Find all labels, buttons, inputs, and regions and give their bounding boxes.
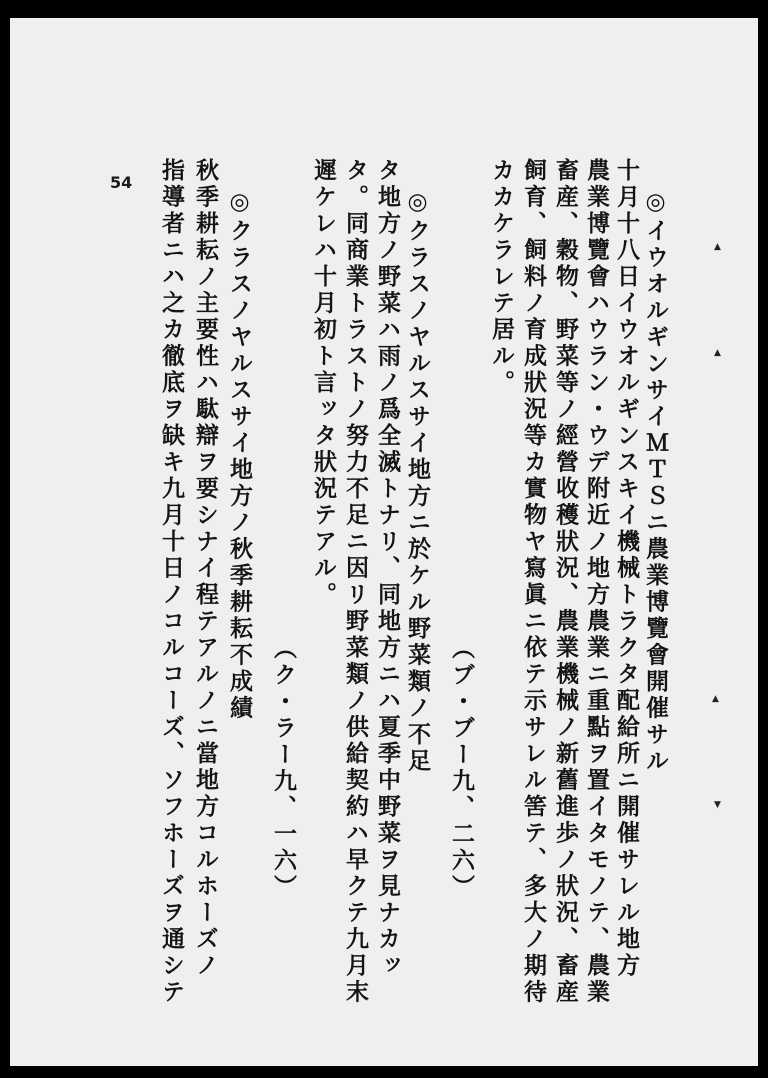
- article-1-line-3: 畜産、穀物、野菜等ノ經營收穫狀況、農業機械ノ新舊進歩ノ狀況、畜産: [552, 158, 579, 1006]
- document-page: [10, 18, 758, 1066]
- article-2-source: （ク・ラー九、一六）: [270, 636, 297, 901]
- article-1-source: （ブ・ブー九、二六）: [448, 636, 475, 901]
- article-3-line-1: 秋季耕耘ノ主要性ハ駄辯ヲ要シナイ程テアルノニ當地方コルホーズノ: [192, 158, 219, 980]
- article-1-line-2: 農業博覽會ハウラン・ウデ附近ノ地方農業ニ重點ヲ置イタモノテ、農業: [583, 158, 610, 1006]
- article-1-heading: ◎イウオルギンサイＭＴＳニ農業博覽會開催サル: [642, 188, 669, 775]
- article-3-line-2: 指導者ニハ之カ徹底ヲ缺キ九月十日ノコルコーズ、ソフホーズヲ通シテ: [158, 158, 185, 1006]
- article-3-heading: ◎クラスノヤルスサイ地方ノ秋季耕耘不成績: [226, 188, 253, 722]
- article-1-line-4: 飼育、飼料ノ育成狀況等カ實物ヤ寫眞ニ依テ示サレル筈テ、多大ノ期待: [520, 158, 547, 1006]
- margin-mark: ▼: [714, 800, 721, 810]
- article-2-line-2: タ。同商業トラストノ努力不足ニ因リ野菜類ノ供給契約ハ早クテ九月末: [342, 158, 369, 1006]
- article-2-line-1: タ地方ノ野菜ハ雨ノ爲全滅トナリ、同地方ニハ夏季中野菜ヲ見ナカッ: [374, 158, 401, 980]
- article-1-line-1: 十月十八日イウオルギンスキイ機械トラクタ配給所ニ開催サレル地方: [613, 158, 640, 980]
- margin-mark: ▲: [714, 348, 721, 358]
- page-number: 54: [110, 173, 133, 192]
- margin-mark: ▲: [714, 242, 721, 252]
- margin-mark: ▲: [712, 694, 719, 704]
- article-2-line-3: 遲ケレハ十月初ト言ッタ狀況テアル。: [310, 158, 337, 609]
- article-1-line-5: カカケラレテ居ル。: [488, 158, 515, 397]
- article-2-heading: ◎クラスノヤルスサイ地方ニ於ケル野菜類ノ不足: [404, 188, 431, 775]
